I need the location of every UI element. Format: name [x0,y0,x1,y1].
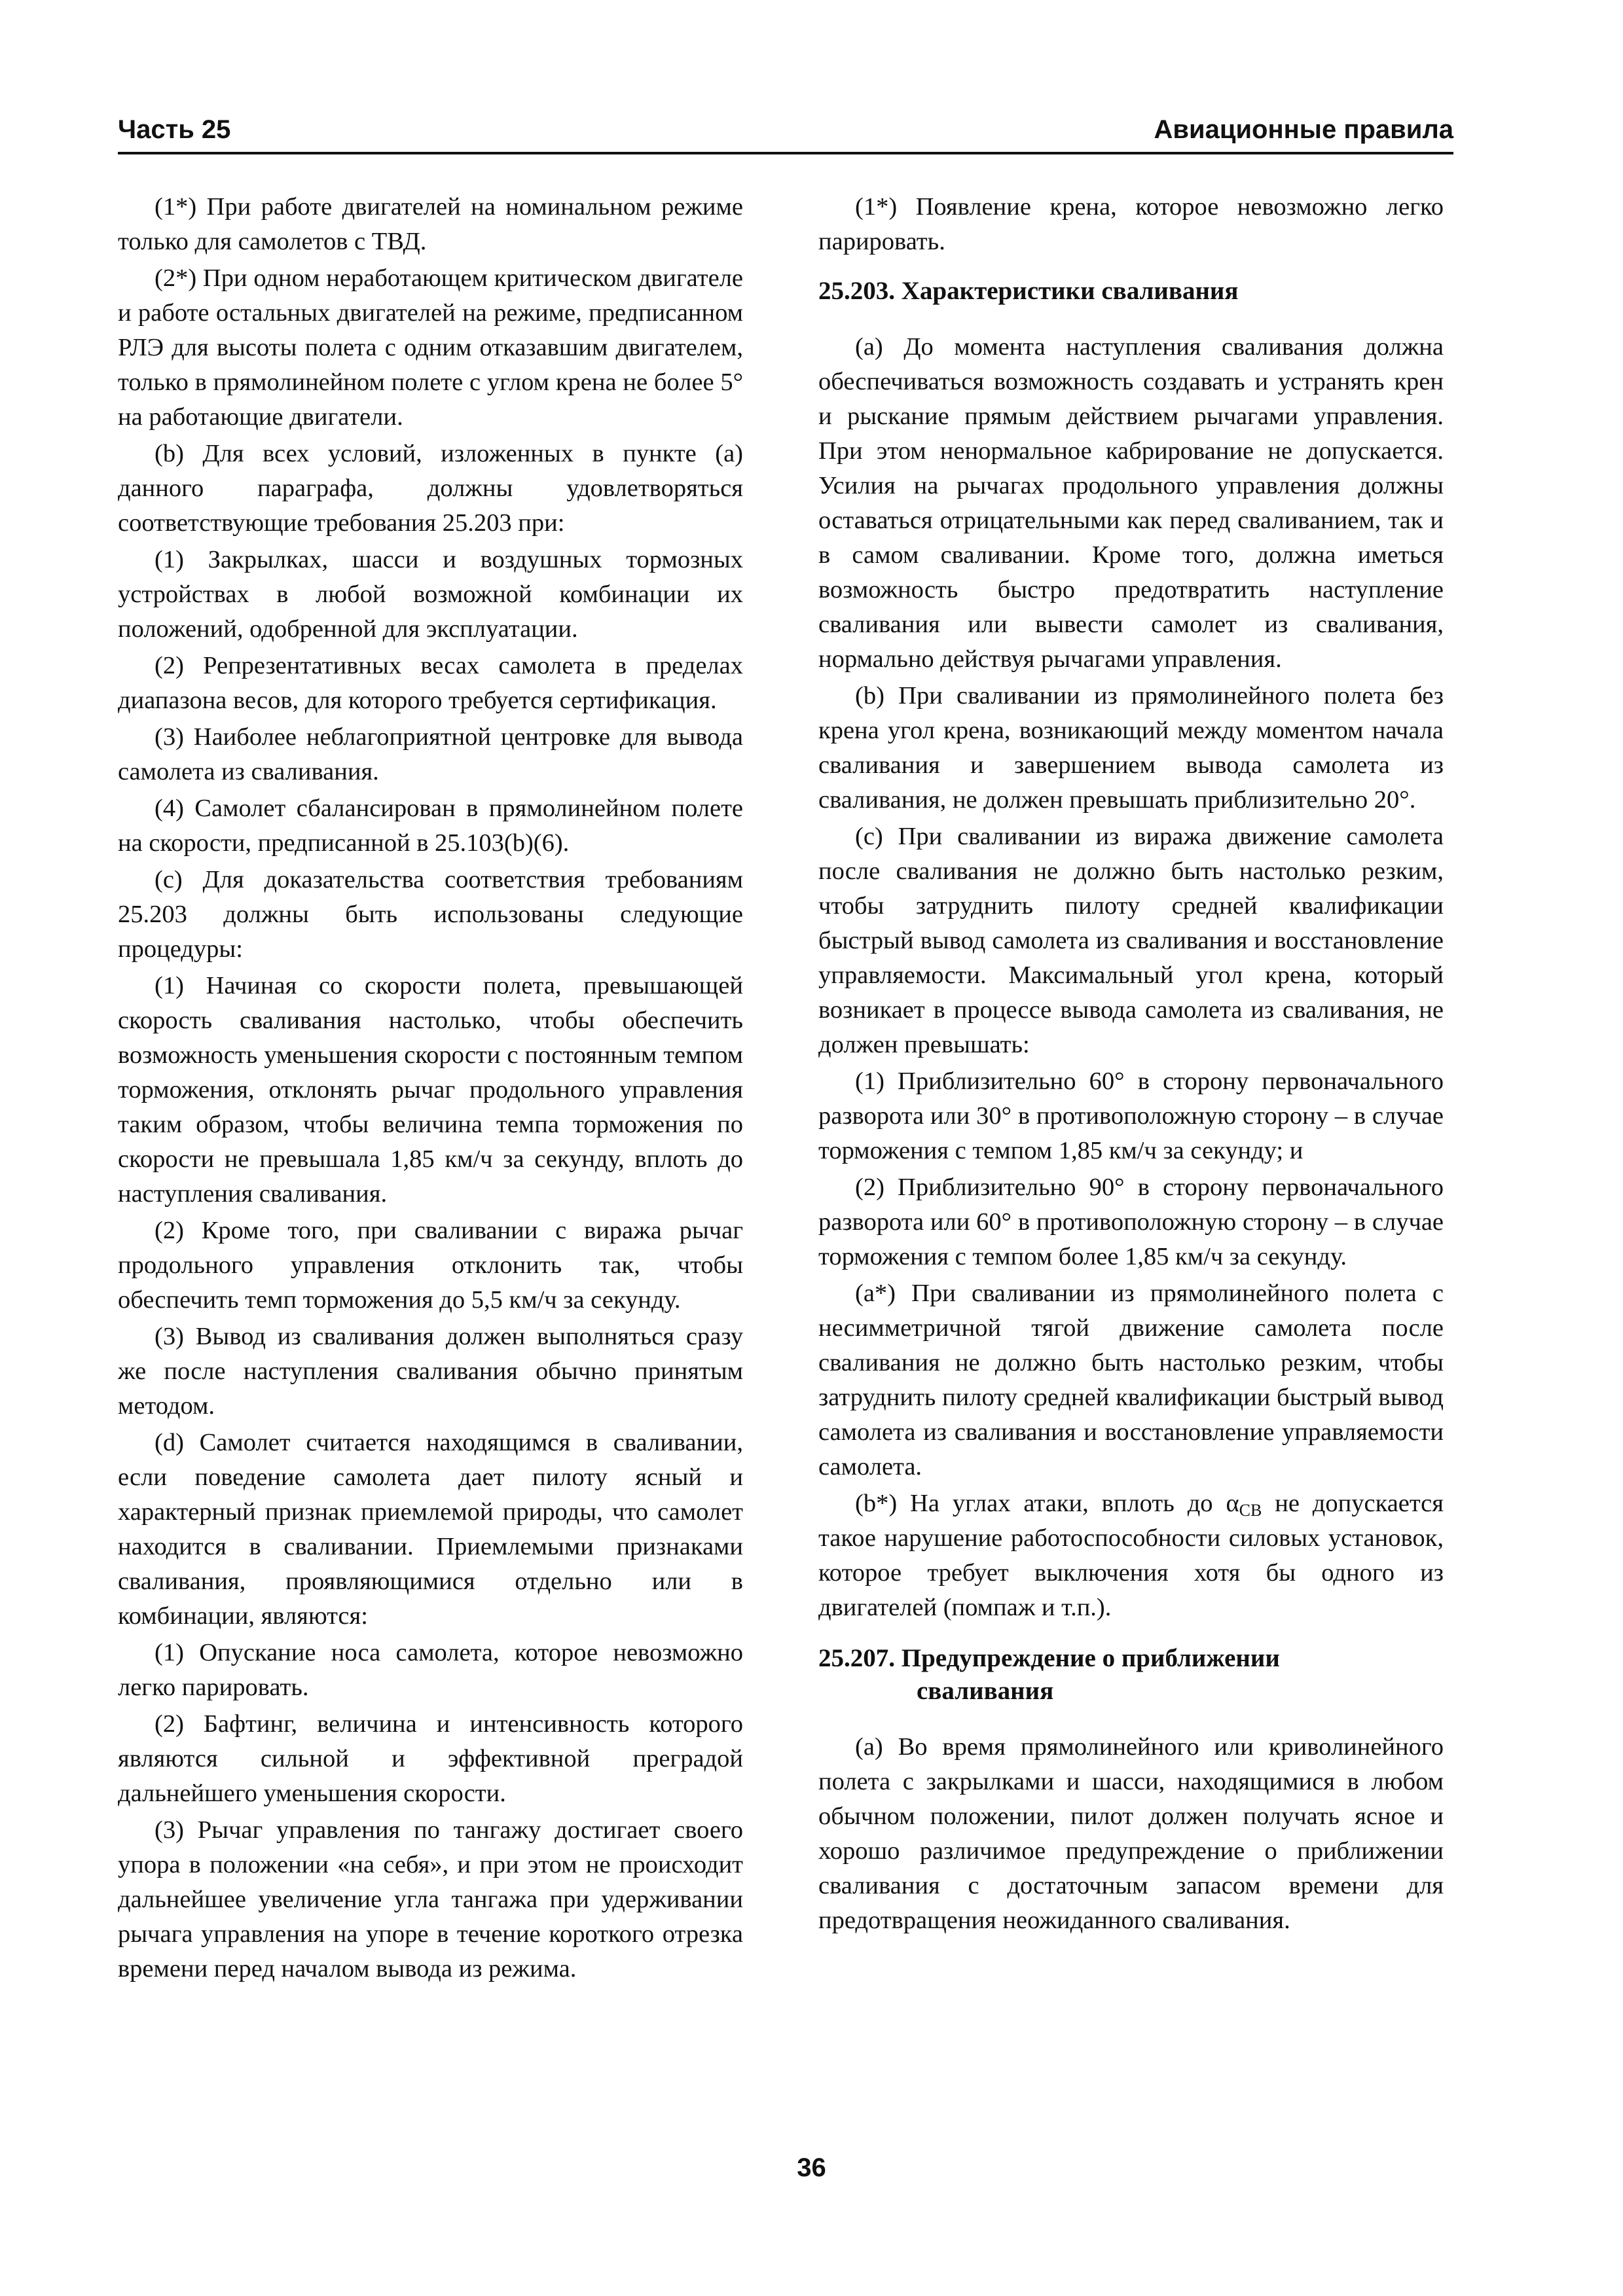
paragraph-b-star [818,1486,1444,1625]
paragraph: (1*) Появление крена, которое невозможно легко парировать. [818,193,1444,255]
section-heading-25-203: 25.203. Характеристики сваливания [818,277,1239,305]
paragraph: (2) Бафтинг, величина и интенсивность которого являются сильной и эффективной преградой дальнейшего уменьшения скорости. [118,1710,743,1807]
alpha-subscript: СВ [1239,1501,1262,1520]
paragraph: (2) Кроме того, при сваливании с виража рычаг продольного управления отклонить так, чтобы обеспечить темп торможения до 5,5 км/ч за секунду. [118,1217,743,1314]
paragraph: (2) Репрезентативных весах самолета в пределах диапазона весов, для которого требуется сертификация. [118,652,743,714]
paragraph: (1) Приблизительно 60° в сторону первоначального разворота или 30° в противоположную сторону – в случае торможения с темпом 1,85 км/ч за секунду; и [818,1067,1444,1164]
paragraph: (a) Во время прямолинейного или криволинейного полета с закрылками и шасси, находящимися в любом обычном положении, пилот должен получать ясное и хорошо различимое предупреждение о приближении сваливания с достаточным запасом времени для предотвращения неожиданного сваливания. [818,1733,1444,1934]
paragraph: (a*) При сваливании из прямолинейного полета с несимметричной тягой движение самолета после сваливания не должно быть настолько резким, чтобы затруднить пилоту средней квалификации быстрый вывод самолета из сваливания и восстановление управляемости самолета. [818,1280,1444,1480]
section-heading-25-207 [818,1642,1444,1708]
heading-line-1: 25.207. Предупреждение о приближении [818,1644,1280,1672]
paragraph: (3) Наиболее неблагоприятной центровке для вывода самолета из сваливания. [118,723,743,785]
paragraph: (1*) При работе двигателей на номинальном режиме только для самолетов с ТВД. [118,193,743,255]
right-column [818,190,1444,1940]
b-star-text-end: не допускается такое нарушение работоспособности силовых установок, которое требует выключения хотя бы одного из двигателей (помпаж и т.п.). [818,1490,1444,1621]
header-part-label: Часть 25 [118,115,231,144]
paragraph: (1) Закрылках, шасси и воздушных тормозных устройствах в любой возможной комбинации их положений, одобренной для эксплуатации. [118,546,743,643]
paragraph: (c) Для доказательства соответствия требованиям 25.203 должны быть использованы следующие процедуры: [118,866,743,963]
paragraph: (c) При сваливании из виража движение самолета после сваливания не должно быть настолько резким, чтобы затруднить пилоту средней квалификации быстрый вывод самолета из сваливания и восстановление управляемости. Максимальный угол крена, который возникает в процессе вывода самолета из сваливания, не должен превышать: [818,823,1444,1058]
page-number: 36 [797,2153,826,2182]
running-header [118,111,1453,154]
paragraph: (3) Вывод из сваливания должен выполняться сразу же после наступления сваливания обычно принятым методом. [118,1323,743,1420]
header-document-title: Авиационные правила [1154,115,1453,144]
paragraph: (2) Приблизительно 90° в сторону первоначального разворота или 60° в противоположную сторону – в случае торможения с темпом более 1,85 км/ч за секунду. [818,1174,1444,1270]
paragraph: (1) Опускание носа самолета, которое невозможно легко парировать. [118,1639,743,1701]
paragraph: (4) Самолет сбалансирован в прямолинейном полете на скорости, предписанной в 25.103(b)(6). [118,795,743,857]
heading-line-2: сваливания [917,1677,1054,1705]
paragraph: (3) Рычаг управления по тангажу достигает своего упора в положении «на себя», и при этом не происходит дальнейшее увеличение угла тангажа при удерживании рычага управления на упоре в течение короткого отрезка времени перед началом вывода из режима. [118,1816,743,1982]
paragraph: (d) Самолет считается находящимся в сваливании, если поведение самолета дает пилоту ясный и характерный признак приемлемой природы, что самолет находится в сваливании. Приемлемыми признаками сваливания, проявляющимися отдельно или в комбинации, являются: [118,1429,743,1630]
b-star-text-start: (b*) На углах атаки, вплоть до α [855,1490,1239,1517]
paragraph: (1) Начиная со скорости полета, превышающей скорость сваливания настолько, чтобы обеспечить возможность уменьшения скорости с постоянным темпом торможения, отклонять рычаг продольного управления таким образом, чтобы величина темпа торможения по скорости не превышала 1,85 км/ч за секунду, вплоть до наступления сваливания. [118,972,743,1208]
paragraph: (2*) При одном неработающем критическом двигателе и работе остальных двигателей на режиме, предписанном РЛЭ для высоты полета с одним отказавшим двигателем, только в прямолинейном полете с углом крена не более 5° на работающие двигатели. [118,264,743,431]
left-column [118,190,743,1988]
paragraph: (b) Для всех условий, изложенных в пункте (a) данного параграфа, должны удовлетворяться соответствующие требования 25.203 при: [118,440,743,537]
paragraph: (b) При сваливании из прямолинейного полета без крена угол крена, возникающий между моментом начала сваливания и завершением вывода самолета из сваливания, не должен превышать приблизительно 20°. [818,682,1444,814]
paragraph: (a) До момента наступления сваливания должна обеспечиваться возможность создавать и устранять крен и рыскание прямым действием рычагами управления. При этом ненормальное кабрирование не допускается. Усилия на рычагах продольного управления должны оставаться отрицательными как перед сваливанием, так и в самом сваливании. Кроме того, должна иметься возможность быстро предотвратить наступление сваливания или вывести самолет из сваливания, нормально действуя рычагами управления. [818,333,1444,673]
